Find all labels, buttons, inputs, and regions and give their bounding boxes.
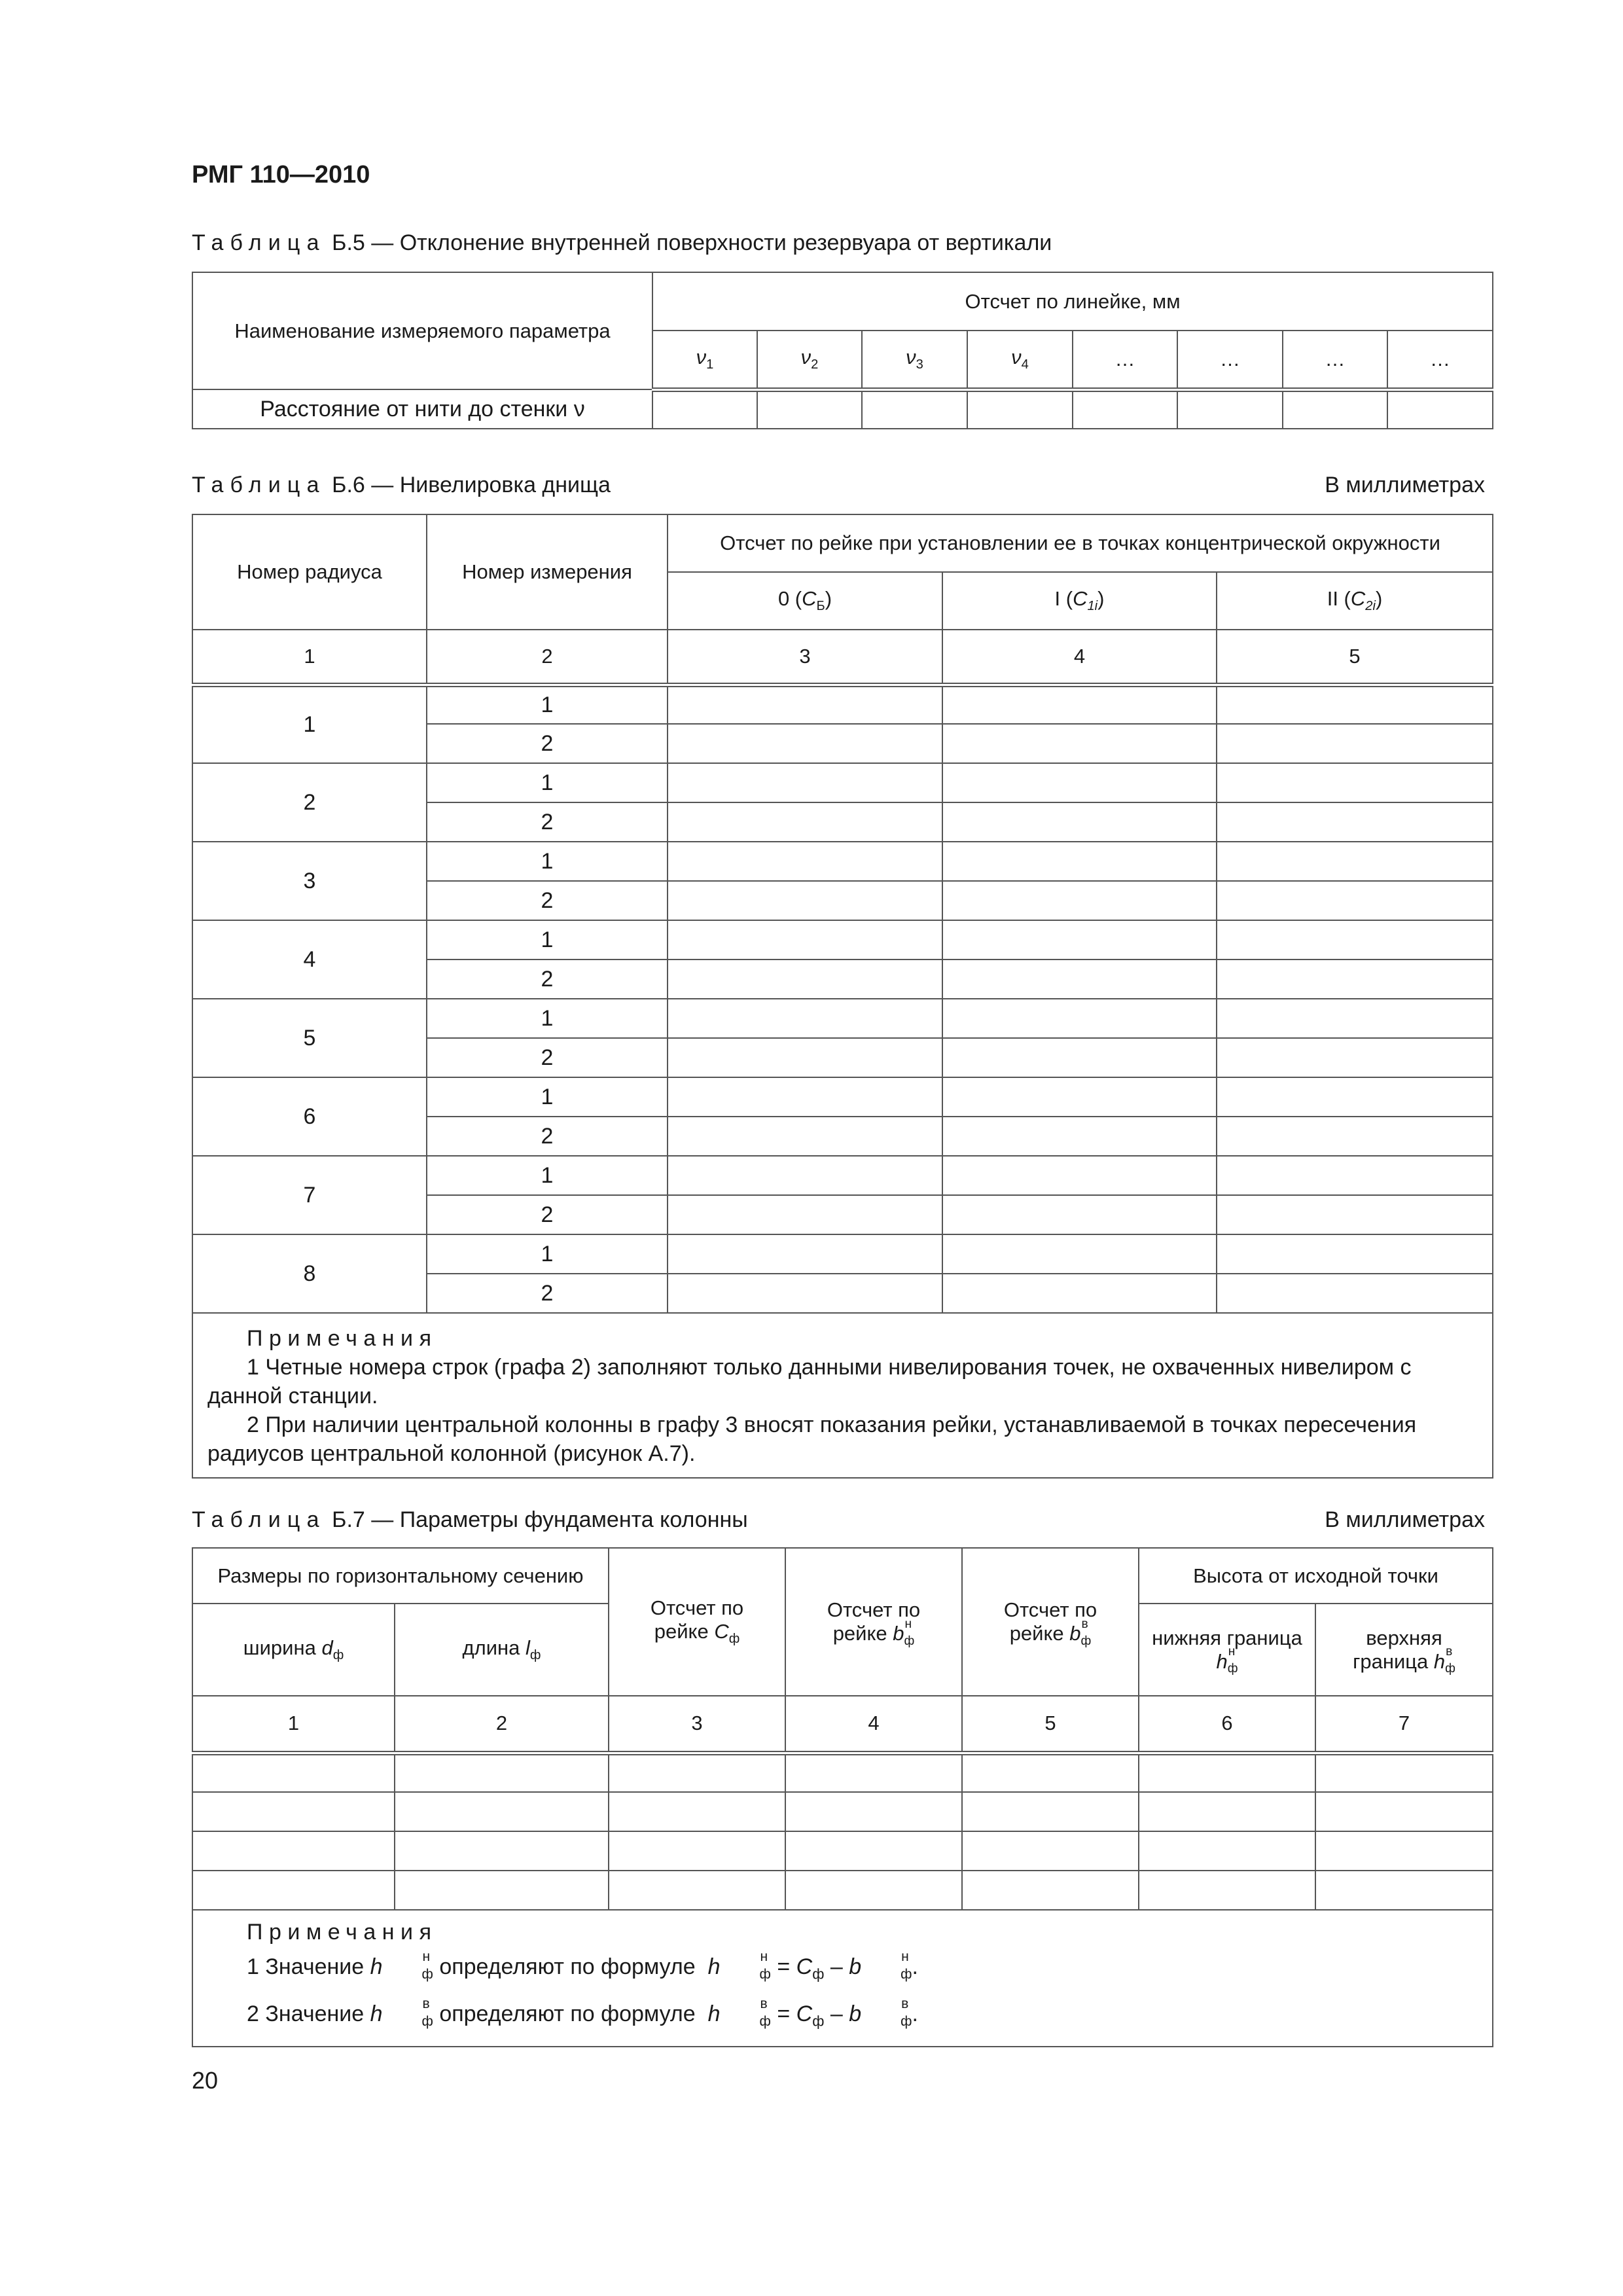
b7-cell[interactable] (192, 1792, 395, 1831)
b6-measure-cell: 1 (427, 1077, 668, 1117)
b6-measure-cell: 1 (427, 685, 668, 724)
b7-cell[interactable] (395, 1753, 609, 1792)
b7-notes (192, 1910, 1493, 2047)
b7-col-number: 2 (395, 1696, 609, 1753)
b6-cell[interactable] (1217, 685, 1493, 724)
table-row (192, 763, 1493, 802)
b6-measure-cell: 2 (427, 802, 668, 842)
b6-cell[interactable] (1217, 1156, 1493, 1195)
table-row (192, 1792, 1493, 1831)
table-row (192, 920, 1493, 960)
b6-notes (192, 1313, 1493, 1478)
b5-param-header: Наименование измеряемого параметра (192, 272, 652, 389)
table-row (192, 999, 1493, 1038)
b5-cell[interactable] (1073, 389, 1177, 429)
b7-notes-title: Примечания (247, 1920, 438, 1945)
b6-cell[interactable] (942, 1038, 1217, 1077)
b6-radius-cell: 1 (192, 685, 427, 763)
b6-cell[interactable] (942, 881, 1217, 920)
b6-cell[interactable] (668, 724, 942, 763)
b5-cell[interactable] (1177, 389, 1283, 429)
table-row (192, 1234, 1493, 1274)
table-row (192, 685, 1493, 724)
b7-cell[interactable] (785, 1753, 962, 1792)
b6-cell[interactable] (668, 1038, 942, 1077)
b7-cell[interactable] (1139, 1831, 1315, 1871)
b6-measure-cell: 2 (427, 881, 668, 920)
table-b6-units: В миллиметрах (1325, 473, 1485, 497)
b6-cell[interactable] (1217, 1077, 1493, 1117)
b7-cell[interactable] (962, 1831, 1139, 1871)
b6-point-2-header: II $(C_{2i})$ (1217, 572, 1493, 630)
table-b5 (192, 272, 1493, 429)
b6-cell[interactable] (668, 1274, 942, 1313)
b6-cell[interactable] (942, 724, 1217, 763)
b7-cell[interactable] (609, 1831, 785, 1871)
table-b5-caption: Таблица Б.5 — Отклонение внутренней поверхности резервуара от вертикали (192, 230, 1052, 255)
b6-radius-header: Номер радиуса (192, 514, 427, 630)
b6-cell[interactable] (942, 802, 1217, 842)
b7-upper-header: верхняя граница h в $_ф$ (1315, 1604, 1493, 1696)
b6-cell[interactable] (942, 1156, 1217, 1195)
b7-cell[interactable] (1315, 1792, 1493, 1831)
b6-cell[interactable] (1217, 842, 1493, 881)
b6-cell[interactable] (668, 1195, 942, 1234)
b6-col-number: 2 (427, 630, 668, 685)
b7-length-header: длина $l_ф$ (395, 1604, 609, 1696)
b7-cell[interactable] (1139, 1871, 1315, 1910)
b7-note-1: 1 Значение h н $_ф$ определяют по формуле h н $_ф = C_ф - b$ н $_ф$. (247, 1949, 918, 1982)
b6-cell[interactable] (1217, 1274, 1493, 1313)
b5-row-label: Расстояние от нити до стенки ν (192, 389, 652, 429)
b7-col-number: 1 (192, 1696, 395, 1753)
document-code: РМГ 110—2010 (192, 161, 370, 188)
b7-note-2: 2 Значение h в $_ф$ определяют по формуле h в $_ф = C_ф - b$ в $_ф$. (247, 1996, 918, 2030)
b6-radius-cell: 6 (192, 1077, 427, 1156)
b5-v1-header: $\nu_1$ (652, 331, 757, 389)
b5-v4-header: $\nu_4$ (967, 331, 1073, 389)
b6-cell[interactable] (1217, 999, 1493, 1038)
b6-measure-cell: 2 (427, 1038, 668, 1077)
b6-cell[interactable] (942, 842, 1217, 881)
b7-cell[interactable] (785, 1792, 962, 1831)
b6-cell[interactable] (942, 1117, 1217, 1156)
b6-cell[interactable] (1217, 1117, 1493, 1156)
b6-radius-cell: 5 (192, 999, 427, 1077)
b6-cell[interactable] (668, 1117, 942, 1156)
b6-note-1: 1 Четные номера строк (графа 2) заполняют только данными нивелирования точек, не охваченных нивелиром с данной станции. (207, 1355, 1412, 1408)
b7-cell[interactable] (609, 1792, 785, 1831)
b5-cell[interactable] (652, 389, 757, 429)
b5-cell[interactable] (1283, 389, 1387, 429)
b7-cell[interactable] (962, 1753, 1139, 1792)
b6-notes-title: Примечания (247, 1326, 438, 1351)
b5-cell[interactable] (1387, 389, 1493, 429)
b7-cell[interactable] (395, 1871, 609, 1910)
b7-width-header: ширина $d_ф$ (192, 1604, 395, 1696)
page-number: 20 (192, 2067, 219, 2094)
b6-cell[interactable] (1217, 881, 1493, 920)
b6-cell[interactable] (668, 842, 942, 881)
b7-cell[interactable] (1139, 1753, 1315, 1792)
b6-cell[interactable] (1217, 724, 1493, 763)
b7-cell[interactable] (609, 1753, 785, 1792)
b6-cell[interactable] (668, 960, 942, 999)
table-b6-caption: Таблица Б.6 — Нивелировка днища (192, 473, 611, 497)
b6-cell[interactable] (942, 763, 1217, 802)
b7-col-number: 6 (1139, 1696, 1315, 1753)
b7-cell[interactable] (785, 1831, 962, 1871)
b5-ellipsis-header: … (1387, 331, 1493, 389)
b6-cell[interactable] (1217, 763, 1493, 802)
b7-reading-bn-header: Отсчет по рейке b н $_ф$ (785, 1548, 962, 1696)
table-row (192, 1871, 1493, 1910)
b7-cell[interactable] (192, 1871, 395, 1910)
b7-cell[interactable] (395, 1792, 609, 1831)
b7-cell[interactable] (609, 1871, 785, 1910)
b7-reading-c-header: Отсчет по рейке $C_ф$ (609, 1548, 785, 1696)
b5-cell[interactable] (862, 389, 967, 429)
b5-ellipsis-header: … (1073, 331, 1177, 389)
b6-measure-cell: 2 (427, 960, 668, 999)
b6-measure-cell: 2 (427, 724, 668, 763)
b6-measure-cell: 1 (427, 920, 668, 960)
b5-ellipsis-header: … (1283, 331, 1387, 389)
b6-cell[interactable] (1217, 1038, 1493, 1077)
b6-measure-cell: 1 (427, 999, 668, 1038)
table-row (192, 1753, 1493, 1792)
table-b7 (192, 1547, 1493, 2047)
b6-note-2: 2 При наличии центральной колонны в графу 3 вносят показания рейки, устанавливаемой в точках пересечения радиусов центральной колонной (рисунок А.7). (207, 1412, 1417, 1466)
b7-dims-header: Размеры по горизонтальному сечению (192, 1548, 609, 1604)
table-b7-units: В миллиметрах (1325, 1507, 1485, 1532)
b7-cell[interactable] (192, 1753, 395, 1792)
b7-cell[interactable] (785, 1871, 962, 1910)
b7-lower-header: нижняя граница h н $_ф$ (1139, 1604, 1315, 1696)
b7-col-number: 7 (1315, 1696, 1493, 1753)
b6-measure-cell: 1 (427, 1234, 668, 1274)
b7-cell[interactable] (1315, 1871, 1493, 1910)
b6-radius-cell: 2 (192, 763, 427, 842)
b5-cell[interactable] (967, 389, 1073, 429)
b6-cell[interactable] (1217, 920, 1493, 960)
b7-cell[interactable] (1315, 1831, 1493, 1871)
b6-cell[interactable] (942, 1274, 1217, 1313)
b7-col-number: 3 (609, 1696, 785, 1753)
b6-cell[interactable] (942, 960, 1217, 999)
b7-cell[interactable] (962, 1871, 1139, 1910)
b7-cell[interactable] (192, 1831, 395, 1871)
b7-cell[interactable] (1139, 1792, 1315, 1831)
b6-cell[interactable] (668, 1156, 942, 1195)
b6-cell[interactable] (942, 999, 1217, 1038)
b6-cell[interactable] (1217, 960, 1493, 999)
b6-measure-cell: 1 (427, 1156, 668, 1195)
b5-v2-header: $\nu_2$ (757, 331, 862, 389)
b6-cell[interactable] (668, 881, 942, 920)
b6-group-header: Отсчет по рейке при установлении ее в точках концентрической окружности (668, 514, 1493, 572)
b7-col-number: 5 (962, 1696, 1139, 1753)
b6-cell[interactable] (668, 1077, 942, 1117)
b6-cell[interactable] (942, 920, 1217, 960)
b6-cell[interactable] (668, 685, 942, 724)
b5-readings-header: Отсчет по линейке, мм (652, 272, 1493, 331)
b6-cell[interactable] (942, 685, 1217, 724)
b6-cell[interactable] (1217, 1234, 1493, 1274)
b5-ellipsis-header: … (1177, 331, 1283, 389)
b5-cell[interactable] (757, 389, 862, 429)
b6-cell[interactable] (668, 802, 942, 842)
table-row (192, 1077, 1493, 1117)
table-row (192, 1831, 1493, 1871)
b6-radius-cell: 7 (192, 1156, 427, 1234)
b6-measure-header: Номер измерения (427, 514, 668, 630)
table-row (192, 842, 1493, 881)
b6-cell[interactable] (942, 1195, 1217, 1234)
b7-height-header: Высота от исходной точки (1139, 1548, 1493, 1604)
b6-col-number: 4 (942, 630, 1217, 685)
b6-measure-cell: 1 (427, 763, 668, 802)
b6-cell[interactable] (942, 1234, 1217, 1274)
b7-col-number: 4 (785, 1696, 962, 1753)
table-b7-caption: Таблица Б.7 — Параметры фундамента колонны (192, 1507, 748, 1532)
b6-cell[interactable] (1217, 802, 1493, 842)
b6-cell[interactable] (942, 1077, 1217, 1117)
b7-cell[interactable] (962, 1792, 1139, 1831)
b6-measure-cell: 2 (427, 1117, 668, 1156)
b6-col-number: 1 (192, 630, 427, 685)
b6-point-1-header: I $(C_{1i})$ (942, 572, 1217, 630)
b6-radius-cell: 8 (192, 1234, 427, 1313)
b6-radius-cell: 4 (192, 920, 427, 999)
b6-measure-cell: 2 (427, 1274, 668, 1313)
b7-reading-bv-header: Отсчет по рейке b в $_ф$ (962, 1548, 1139, 1696)
b7-cell[interactable] (1315, 1753, 1493, 1792)
table-b6 (192, 514, 1493, 1479)
b6-measure-cell: 2 (427, 1195, 668, 1234)
b6-col-number: 3 (668, 630, 942, 685)
b6-cell[interactable] (668, 763, 942, 802)
b6-cell[interactable] (668, 999, 942, 1038)
table-row (192, 1156, 1493, 1195)
b6-cell[interactable] (1217, 1195, 1493, 1234)
b6-cell[interactable] (668, 1234, 942, 1274)
b5-v3-header: $\nu_3$ (862, 331, 967, 389)
b6-col-number: 5 (1217, 630, 1493, 685)
b7-cell[interactable] (395, 1831, 609, 1871)
b6-measure-cell: 1 (427, 842, 668, 881)
b6-cell[interactable] (668, 920, 942, 960)
b6-radius-cell: 3 (192, 842, 427, 920)
b6-point-0-header: 0 $(C_Б)$ (668, 572, 942, 630)
